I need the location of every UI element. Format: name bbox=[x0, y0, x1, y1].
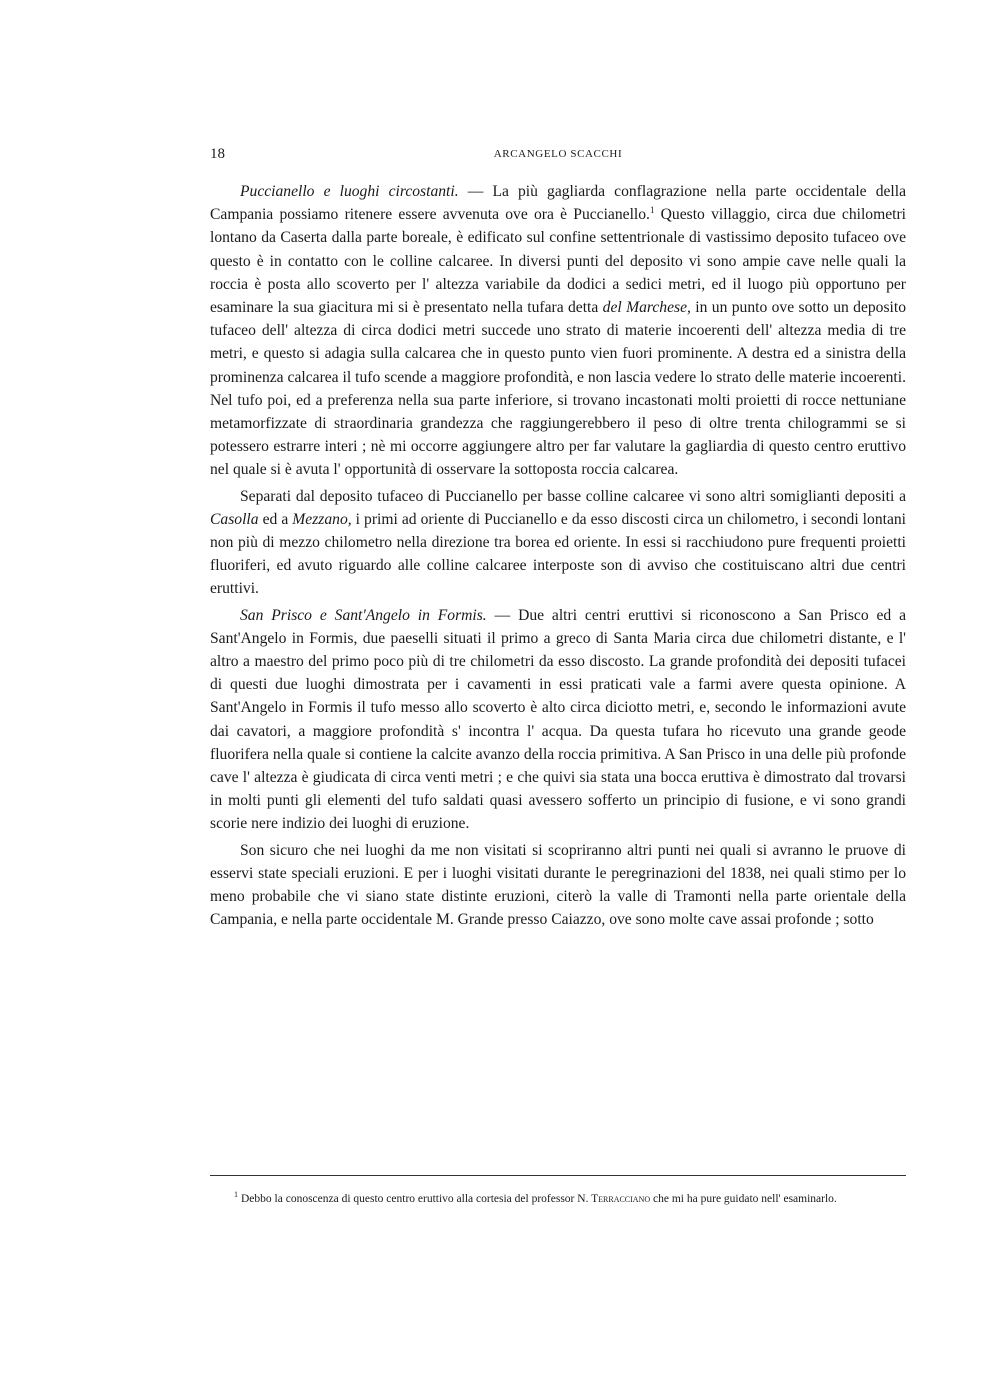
footnote-text: Debbo la conoscenza di questo centro eruttivo alla cortesia del professor bbox=[241, 1192, 578, 1205]
footnote-mark: 1 bbox=[234, 1190, 238, 1199]
document-page bbox=[210, 0, 906, 1399]
heading-dash: — bbox=[486, 606, 519, 624]
place-name: Casolla bbox=[210, 510, 259, 528]
footnote-person-name: N. Terracciano bbox=[577, 1192, 651, 1205]
paragraph-text: ed a bbox=[258, 510, 293, 528]
place-name: del Marchese, bbox=[602, 299, 691, 317]
paragraph-text: i primi ad oriente di Puccianello e da esso discosti circa un chilometro, i secondi lontani non più di mezzo chilometro nella direzione tra borea ed oriente. In essi si racchiudono pure frequenti proietti fluoriferi, ed avuto riguardo alle colline calcaree interposte son di avviso che costituiscano altri due centri eruttivi. bbox=[210, 510, 906, 598]
paragraph-other-eruptions bbox=[210, 839, 906, 932]
place-name: Mezzano, bbox=[292, 510, 352, 528]
page-number: 18 bbox=[210, 146, 225, 162]
paragraph-text: Due altri centri eruttivi si riconoscono a San Prisco ed a Sant'Angelo in Formis, due paeselli situati il primo a greco di Santa Maria circa due chilometri distante, e l' altro a maestro del primo poco più di tre chilometri da esso discosto. La grande profondità dei depositi tufacei di questi due luoghi dimostrata per i cavamenti in essi praticati vale a farmi avere questa opinione. A Sant'Angelo in Formis il tufo messo allo scoverto è alto circa diciotto metri, e, secondo le informazioni avute dai cavatori, a maggiore profondità s' incontra l' acqua. Da questa tufara ho ricevuto una grande geode fluorifera nella quale si contiene la calcite avanzo della roccia primitiva. A San Prisco in una delle più profonde cave l' altezza è giudicata di circa venti metri ; e che quivi sia stata una bocca eruttiva è dimostrato dal trovarsi in molti punti gli elementi del tufo saldati quasi avessero sofferto un principio di fusione, e vi sono grandi scorie nere indizio dei luoghi di eruzione. bbox=[210, 606, 907, 833]
footnote-reference: 1 bbox=[649, 205, 655, 216]
heading-dash: — bbox=[458, 183, 493, 200]
section-heading: San Prisco e Sant'Angelo in Formis. bbox=[240, 606, 487, 624]
paragraph-text: Son sicuro che nei luoghi da me non visitati si scopriranno altri punti nei quali si avranno le pruove di esservi state speciali eruzioni. E per i luoghi visitati durante le peregrinazioni del 1838, nei quali stimo per lo meno probabile che vi siano state distinte eruzioni, citerò la valle di Tramonti nella parte orientale della Campania, e nella parte occidentale M. Grande presso Caiazzo, ove sono molte cave assai profonde ; sotto bbox=[210, 841, 906, 929]
paragraph-text: Questo villaggio, circa due chilometri lontano da Caserta dalla parte boreale, è edificato sul confine settentrionale di vastissimo deposito tufaceo ove questo è in contatto con le colline calcaree. In diversi punti del deposito vi sono ampie cave nelle quali la roccia è posta allo scoverto per l' altezza variabile da dodici a sedici metri, ed il luogo più opportuno per esaminare la sua giacitura mi si è presentato nella tufara detta bbox=[210, 206, 906, 317]
footnote bbox=[210, 1186, 906, 1208]
footnote-divider bbox=[210, 1175, 906, 1176]
page-header bbox=[210, 146, 906, 166]
paragraph-text: Separati dal deposito tufaceo di Puccianello per basse colline calcaree vi sono altri somiglianti depositi a bbox=[240, 487, 906, 505]
paragraph-text: in un punto ove sotto un deposito tufaceo dell' altezza di circa dodici metri succede uno strato di materie incoerenti dell' altezza media di tre metri, e questo si adagia sulla calcarea che in questo punto vien fuori prominente. A destra ed a sinistra della prominenza calcarea il tufo scende a maggiore profondità, e non lascia vedere lo strato delle materie incoerenti. Nel tufo poi, ed a preferenza nella sua parte inferiore, si trovano incastonati molti proietti di rocce nettuniane metamorfizzate di straordinaria grandezza che raggiungerebbero il peso di oltre trenta chilogrammi se si potessero estrarre interi ; nè mi occorre aggiungere altro per far valutare la gagliardia di questo centro eruttivo nel quale si è avuta l' opportunità di osservare la sottoposta roccia calcarea. bbox=[210, 299, 906, 479]
body-text bbox=[210, 180, 906, 932]
section-heading: Puccianello e luoghi circostanti. bbox=[240, 183, 459, 200]
paragraph-casolla-mezzano bbox=[210, 485, 906, 601]
paragraph-text: La più gagliarda conflagrazione nella parte occidentale della Campania possiamo ritenere essere avvenuta ove ora è Puccianello. bbox=[210, 183, 907, 224]
footnote-text: che mi ha pure guidato nell' esaminarlo. bbox=[650, 1192, 837, 1205]
running-head: ARCANGELO SCACCHI bbox=[493, 148, 623, 160]
paragraph-puccianello bbox=[210, 180, 906, 482]
paragraph-san-prisco bbox=[210, 604, 906, 836]
